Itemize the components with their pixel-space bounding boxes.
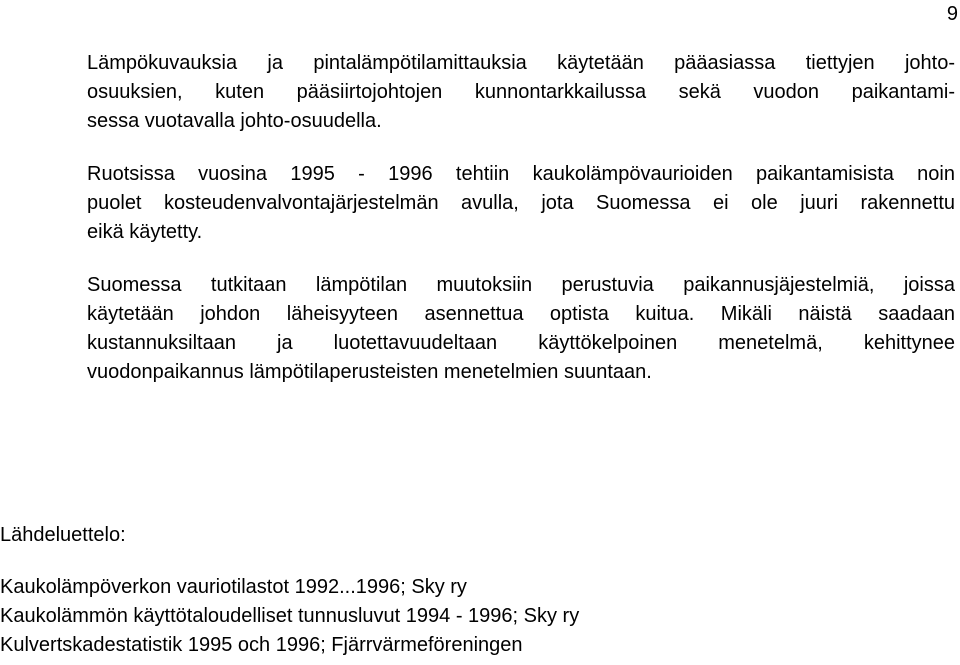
text-line: kustannuksiltaan ja luotettavuudeltaan käyttökelpoinen menetelmä, kehittynee: [87, 332, 955, 354]
reference-item: Kaukolämpöverkon vauriotilastot 1992...1996; Sky ry: [0, 576, 467, 598]
reference-heading: Lähdeluettelo:: [0, 524, 126, 546]
reference-section: [0, 521, 960, 660]
page-number: 9: [946, 3, 958, 25]
paragraph-finland-research: [87, 271, 955, 387]
paragraph-sweden-statistics: [87, 160, 955, 247]
paragraph-thermal-imaging: [87, 49, 955, 136]
text-line: puolet kosteudenvalvontajärjestelmän avulla, jota Suomessa ei ole juuri rakennettu: [87, 192, 955, 214]
reference-list: [0, 573, 960, 660]
reference-item: Kaukolämmön käyttötaloudelliset tunnusluvut 1994 - 1996; Sky ry: [0, 605, 580, 627]
text-line: käytetään johdon läheisyyteen asennettua optista kuitua. Mikäli näistä saadaan: [87, 303, 955, 325]
text-line: Ruotsissa vuosina 1995 - 1996 tehtiin kaukolämpövaurioiden paikantamisista noin: [87, 163, 955, 185]
body-text: [87, 49, 955, 411]
reference-item: Kulvertskadestatistik 1995 och 1996; Fjärrvärmeföreningen: [0, 634, 523, 656]
text-line: osuuksien, kuten pääsiirtojohtojen kunnontarkkailussa sekä vuodon paikantami-: [87, 81, 955, 103]
text-line: sessa vuotavalla johto-osuudella.: [87, 110, 382, 132]
text-line: vuodonpaikannus lämpötilaperusteisten menetelmien suuntaan.: [87, 361, 652, 383]
text-line: eikä käytetty.: [87, 221, 203, 243]
text-line: Lämpökuvauksia ja pintalämpötilamittauksia käytetään pääasiassa tiettyjen johto-: [87, 52, 955, 74]
text-line: Suomessa tutkitaan lämpötilan muutoksiin perustuvia paikannusjäjestelmiä, joissa: [87, 274, 955, 296]
